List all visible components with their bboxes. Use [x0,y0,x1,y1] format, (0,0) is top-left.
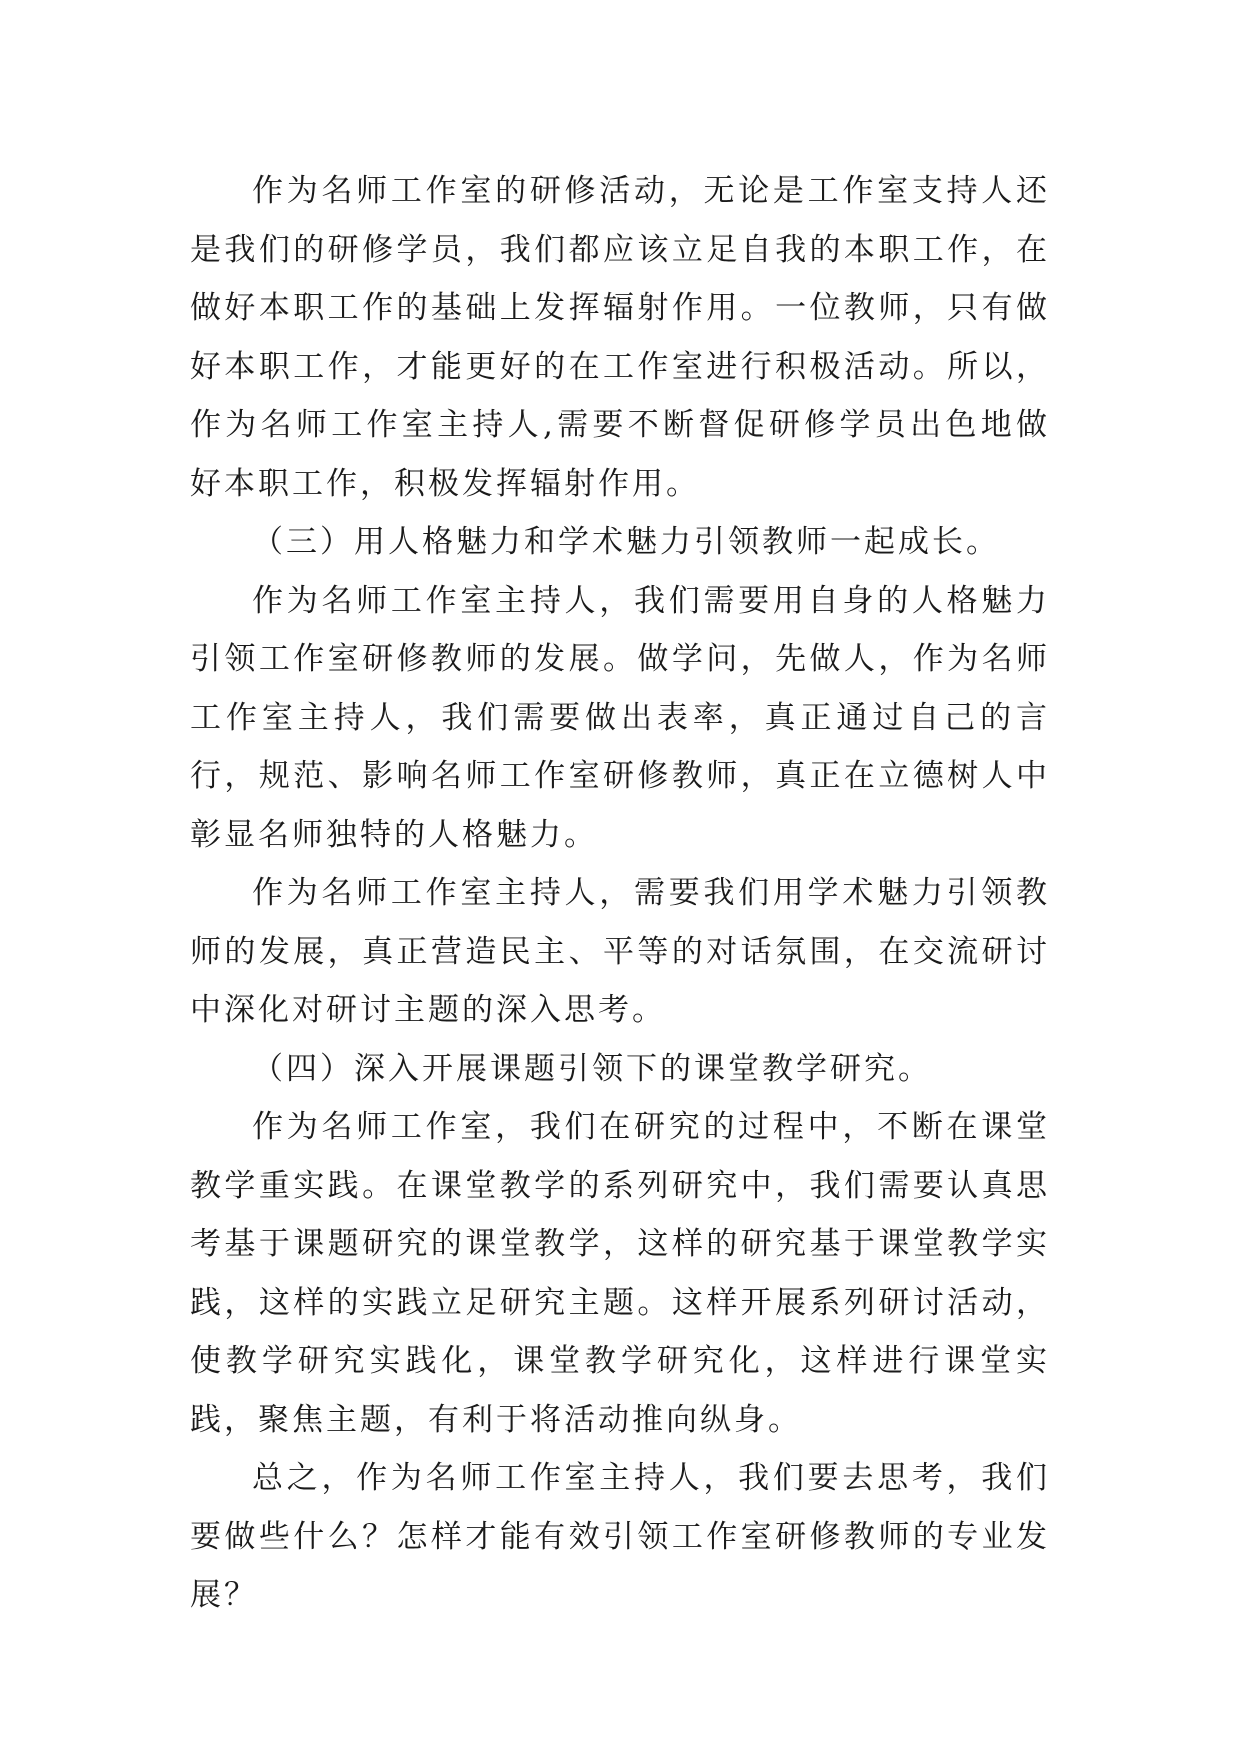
section-heading-three: （三）用人格魅力和学术魅力引领教师一起成长。 [252,524,1000,560]
paragraph-personal-charm: 作为名师工作室主持人，我们需要用自身的人格魅力引领工作室研修教师的发展。做学问，先做人，作为名师工作室主持人，我们需要做出表率，真正通过自己的言行，规范、影响名师工作室研修教师，真正在立德树人中彰显名师独特的人格魅力。 [190,582,1050,853]
paragraph-conclusion: 总之，作为名师工作室主持人，我们要去思考，我们要做些什么？怎样才能有效引领工作室研修教师的专业发展？ [190,1460,1050,1613]
paragraph-academic-charm: 作为名师工作室主持人，需要我们用学术魅力引领教师的发展，真正营造民主、平等的对话氛围，在交流研讨中深化对研讨主题的深入思考。 [190,875,1050,1028]
paragraph-studio-activities: 作为名师工作室的研修活动，无论是工作室支持人还是我们的研修学员，我们都应该立足自我的本职工作，在做好本职工作的基础上发挥辐射作用。一位教师，只有做好本职工作，才能更好的在工作室进行积极活动。所以，作为名师工作室主持人,需要不断督促研修学员出色地做好本职工作，积极发挥辐射作用。 [190,173,1050,502]
paragraph-classroom-research: 作为名师工作室，我们在研究的过程中，不断在课堂教学重实践。在课堂教学的系列研究中，我们需要认真思考基于课题研究的课堂教学，这样的研究基于课堂教学实践，这样的实践立足研究主题。这样开展系列研讨活动，使教学研究实践化，课堂教学研究化，这样进行课堂实践，聚焦主题，有利于将活动推向纵身。 [190,1109,1050,1438]
body-text [190,162,1050,1625]
section-heading-four: （四）深入开展课题引领下的课堂教学研究。 [252,1050,932,1087]
